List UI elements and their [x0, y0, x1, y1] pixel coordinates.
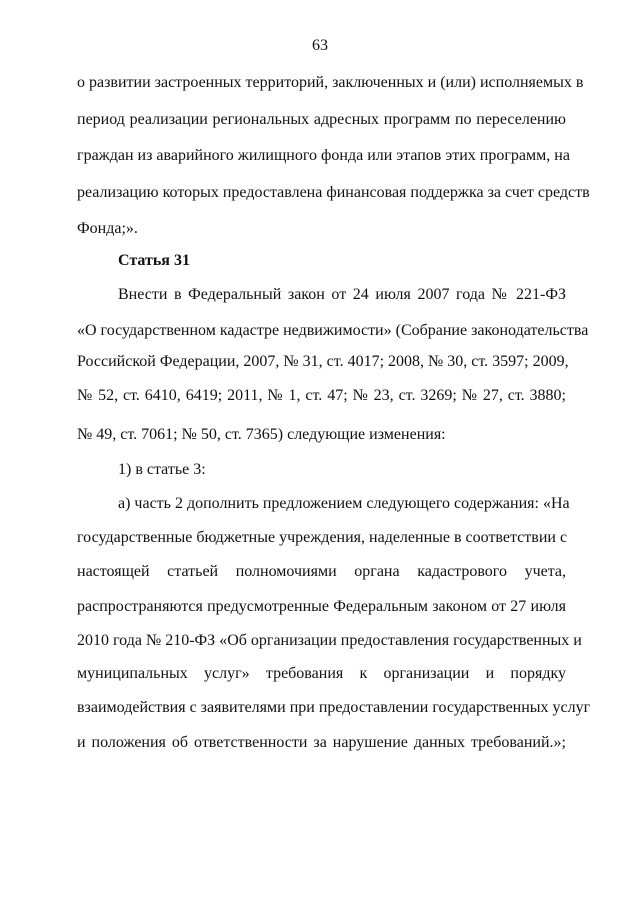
paragraph-3-line-4: распространяются предусмотренные Федеральным законом от 27 июля [77, 598, 566, 615]
paragraph-1-line-1: о развитии застроенных территорий, заключенных и (или) исполняемых в [77, 74, 584, 91]
paragraph-2-line-1: Внести в Федеральный закон от 24 июля 2007 года № 221-ФЗ [118, 286, 566, 303]
paragraph-1-line-3: граждан из аварийного жилищного фонда или этапов этих программ, на [77, 147, 570, 164]
paragraph-1-line-2: период реализации региональных адресных программ по переселению [77, 111, 566, 128]
paragraph-3-line-8: и положения об ответственности за нарушение данных требований.»; [77, 734, 566, 751]
item-1: 1) в статье 3: [118, 461, 206, 478]
paragraph-2-line-3: Российской Федерации, 2007, № 31, ст. 4017; 2008, № 30, ст. 3597; 2009, [77, 353, 569, 370]
paragraph-3-line-3: настоящей статьей полномочиями органа кадастрового учета, [77, 563, 566, 580]
paragraph-3-line-2: государственные бюджетные учреждения, наделенные в соответствии с [77, 529, 568, 546]
paragraph-2-line-2: «О государственном кадастре недвижимости» (Собрание законодательства [77, 322, 589, 339]
paragraph-2-line-4: № 52, ст. 6410, 6419; 2011, № 1, ст. 47; № 23, ст. 3269; № 27, ст. 3880; [77, 387, 566, 404]
page-number: 63 [312, 37, 328, 54]
paragraph-3-line-6: муниципальных услуг» требования к организации и порядку [77, 665, 566, 682]
paragraph-1-line-5: Фонда;». [77, 220, 138, 237]
paragraph-2-line-5: № 49, ст. 7061; № 50, ст. 7365) следующие изменения: [77, 426, 446, 443]
paragraph-3-line-7: взаимодействия с заявителями при предоставлении государственных услуг [77, 699, 591, 716]
paragraph-1-line-4: реализацию которых предоставлена финансовая поддержка за счет средств [77, 184, 590, 201]
paragraph-3-line-1: а) часть 2 дополнить предложением следующего содержания: «На [118, 495, 570, 512]
paragraph-3-line-5: 2010 года № 210-ФЗ «Об организации предоставления государственных и [77, 632, 582, 649]
article-heading: Статья 31 [118, 252, 190, 269]
